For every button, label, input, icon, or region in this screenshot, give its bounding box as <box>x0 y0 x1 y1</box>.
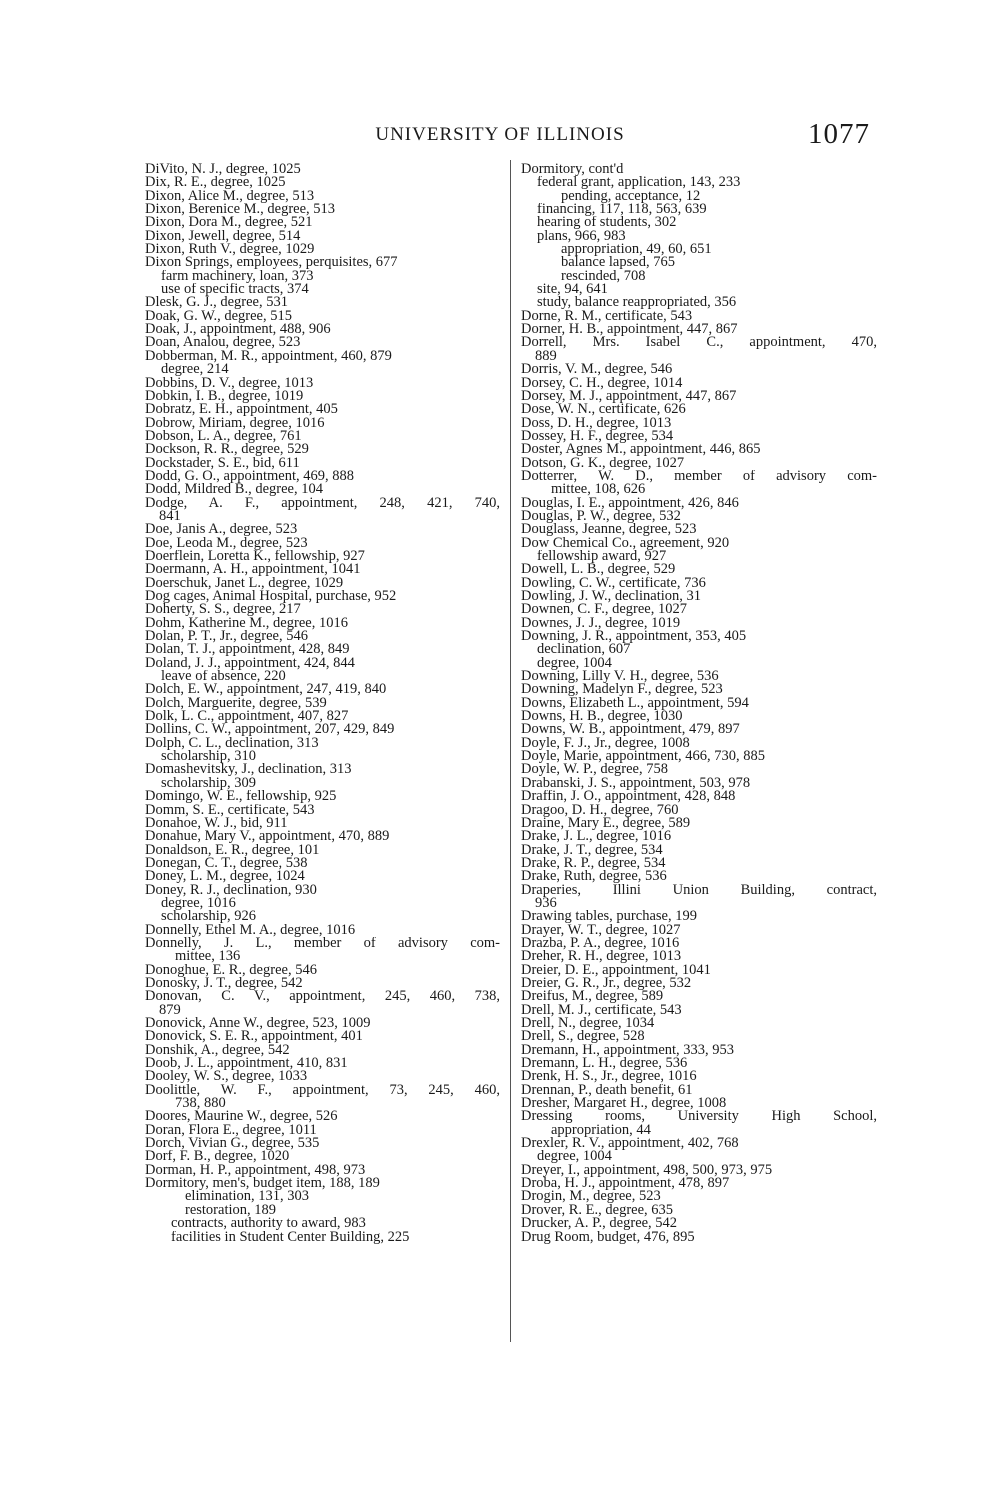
index-subentry: degree, 1004 <box>537 1150 612 1164</box>
index-entry: Doerflein, Loretta K., fellowship, 927 <box>145 549 365 564</box>
index-entry: Dolch, Marguerite, degree, 539 <box>145 696 327 711</box>
index-entry: Donosky, J. T., degree, 542 <box>145 976 303 991</box>
index-entry: Donaldson, E. R., degree, 101 <box>145 843 320 857</box>
index-entry: Dremann, L. H., degree, 536 <box>521 1057 688 1071</box>
index-entry: Dodd, G. O., appointment, 469, 888 <box>145 469 355 484</box>
page-number: 1077 <box>808 118 870 150</box>
index-entry: Douglas, P. W., degree, 532 <box>521 509 681 524</box>
index-subentry: financing, 117, 118, 563, 639 <box>537 203 707 217</box>
index-entry: Dixon Springs, employees, perquisites, 677 <box>145 256 398 270</box>
index-entry: Doolittle, W. F., appointment, 73, 245, 460, <box>145 1083 500 1098</box>
index-entry: Drexler, R. V., appointment, 402, 768 <box>521 1137 739 1151</box>
index-entry: Draffin, J. O., appointment, 428, 848 <box>521 790 736 804</box>
index-entry: Dolan, T. J., appointment, 428, 849 <box>145 643 350 657</box>
running-header-title: UNIVERSITY OF ILLINOIS <box>375 124 625 145</box>
index-entry: Dorsey, C. H., degree, 1014 <box>521 376 683 390</box>
index-entry: Dorris, V. M., degree, 546 <box>521 363 673 377</box>
index-entry: Drogin, M., degree, 523 <box>521 1190 661 1204</box>
index-subentry: fellowship award, 927 <box>537 549 667 564</box>
index-entry: Dixon, Berenice M., degree, 513 <box>145 203 336 217</box>
index-subentry: contracts, authority to award, 983 <box>171 1217 366 1231</box>
index-entry: Doran, Flora E., degree, 1011 <box>145 1123 317 1138</box>
index-entry: Dotson, G. K., degree, 1027 <box>521 456 685 470</box>
index-entry: Dodge, A. F., appointment, 248, 421, 740, <box>145 496 500 510</box>
index-entry: Drenk, H. S., Jr., degree, 1016 <box>521 1070 697 1084</box>
index-entry: Drake, Ruth, degree, 536 <box>521 870 667 884</box>
index-entry: Dobberman, M. R., appointment, 460, 879 <box>145 349 392 364</box>
index-entry: Dolk, L. C., appointment, 407, 827 <box>145 710 349 724</box>
index-entry: Dixon, Dora M., degree, 521 <box>145 216 313 230</box>
index-entry: Downing, Madelyn F., degree, 523 <box>521 683 723 697</box>
index-entry: Dorsey, M. J., appointment, 447, 867 <box>521 389 737 404</box>
index-entry: Doak, J., appointment, 488, 906 <box>145 323 331 337</box>
index-entry: Dremann, H., appointment, 333, 953 <box>521 1043 735 1058</box>
index-entry: Donovick, S. E. R., appointment, 401 <box>145 1030 363 1044</box>
index-subentry: mittee, 136 <box>175 950 241 964</box>
index-entry: Douglas, I. E., appointment, 426, 846 <box>521 496 739 510</box>
index-entry: Doster, Agnes M., appointment, 446, 865 <box>521 443 761 457</box>
index-subentry: facilities in Student Center Building, 225 <box>171 1230 410 1244</box>
index-entry: Dobbins, D. V., degree, 1013 <box>145 376 314 390</box>
index-entry: DiVito, N. J., degree, 1025 <box>145 163 301 177</box>
index-entry: Dorrell, Mrs. Isabel C., appointment, 470, <box>521 336 877 350</box>
index-subentry: scholarship, 310 <box>161 750 257 764</box>
index-entry: Dreifus, M., degree, 589 <box>521 990 664 1004</box>
index-entry: Dobkin, I. B., degree, 1019 <box>145 389 304 404</box>
right-index-column <box>521 163 877 1244</box>
index-subentry: 889 <box>535 349 557 364</box>
index-entry: Dorner, H. B., appointment, 447, 867 <box>521 323 738 337</box>
index-entry: Dix, R. E., degree, 1025 <box>145 176 286 190</box>
index-entry: Doores, Maurine W., degree, 526 <box>145 1110 338 1124</box>
index-entry: Dormitory, cont'd <box>521 163 624 177</box>
index-entry: Doney, L. M., degree, 1024 <box>145 870 305 884</box>
index-entry: Doland, J. J., appointment, 424, 844 <box>145 656 355 671</box>
index-subentry: scholarship, 309 <box>161 776 257 791</box>
column-divider <box>510 160 511 1342</box>
index-entry: Dollins, C. W., appointment, 207, 429, 849 <box>145 723 395 737</box>
index-subentry: elimination, 131, 303 <box>185 1190 310 1204</box>
index-entry: Dixon, Ruth V., degree, 1029 <box>145 243 315 257</box>
index-entry: Dormitory, men's, budget item, 188, 189 <box>145 1177 380 1191</box>
index-entry: Dossey, H. F., degree, 534 <box>521 429 674 444</box>
index-entry: Drennan, P., death benefit, 61 <box>521 1083 693 1098</box>
index-entry: Drake, R. P., degree, 534 <box>521 856 666 871</box>
index-subentry: appropriation, 49, 60, 651 <box>561 243 712 257</box>
index-entry: Donovan, C. V., appointment, 245, 460, 738, <box>145 990 500 1004</box>
index-entry: Donovick, Anne W., degree, 523, 1009 <box>145 1017 371 1031</box>
index-entry: Doyle, Marie, appointment, 466, 730, 885 <box>521 750 766 764</box>
index-entry: Doe, Janis A., degree, 523 <box>145 523 298 537</box>
index-entry: Donahue, Mary V., appointment, 470, 889 <box>145 830 390 844</box>
index-entry: Dohm, Katherine M., degree, 1016 <box>145 616 348 631</box>
index-subentry: plans, 966, 983 <box>537 229 626 244</box>
index-entry: Drug Room, budget, 476, 895 <box>521 1230 695 1244</box>
index-entry: Doan, Analou, degree, 523 <box>145 336 301 350</box>
index-entry: Doe, Leoda M., degree, 523 <box>145 536 308 550</box>
index-entry: Downs, W. B., appointment, 479, 897 <box>521 723 740 737</box>
index-entry: Dooley, W. S., degree, 1033 <box>145 1070 308 1084</box>
index-entry: Doyle, W. P., degree, 758 <box>521 763 668 777</box>
index-subentry: declination, 607 <box>537 643 631 657</box>
index-subentry: restoration, 189 <box>185 1203 277 1218</box>
index-entry: Dixon, Jewell, degree, 514 <box>145 229 301 244</box>
index-subentry: mittee, 108, 626 <box>551 483 646 497</box>
index-subentry: 738, 880 <box>175 1097 226 1111</box>
index-entry: Dolph, C. L., declination, 313 <box>145 736 319 751</box>
index-entry: Draine, Mary E., degree, 589 <box>521 816 691 831</box>
index-entry: Downs, Elizabeth L., appointment, 594 <box>521 696 749 711</box>
index-subentry: 841 <box>159 509 181 524</box>
index-subentry: study, balance reappropriated, 356 <box>537 296 737 310</box>
index-entry: Downen, C. F., degree, 1027 <box>521 603 687 617</box>
index-subentry: degree, 1004 <box>537 656 612 671</box>
index-subentry: 936 <box>535 896 557 911</box>
index-entry: Domashevitsky, J., declination, 313 <box>145 763 352 777</box>
index-entry: Dodd, Mildred B., degree, 104 <box>145 483 323 497</box>
index-subentry: degree, 1016 <box>161 896 236 911</box>
index-entry: Dragoo, D. H., degree, 760 <box>521 803 679 817</box>
index-subentry: farm machinery, loan, 373 <box>161 269 314 284</box>
index-entry: Doyle, F. J., Jr., degree, 1008 <box>521 736 690 751</box>
index-entry: Dreyer, I., appointment, 498, 500, 973, 975 <box>521 1163 773 1178</box>
index-entry: Dobson, L. A., degree, 761 <box>145 429 302 444</box>
index-entry: Drabanski, J. S., appointment, 503, 978 <box>521 776 751 791</box>
index-entry: Downes, J. J., degree, 1019 <box>521 616 681 631</box>
index-entry: Dlesk, G. J., degree, 531 <box>145 296 288 310</box>
index-subentry: rescinded, 708 <box>561 269 646 284</box>
index-entry: Doak, G. W., degree, 515 <box>145 309 292 324</box>
index-entry: Droba, H. J., appointment, 478, 897 <box>521 1177 730 1191</box>
index-entry: Dowell, L. B., degree, 529 <box>521 563 676 577</box>
index-entry: Doss, D. H., degree, 1013 <box>521 416 672 430</box>
index-subentry: site, 94, 641 <box>537 283 608 297</box>
index-subentry: hearing of students, 302 <box>537 216 677 230</box>
index-entry: Dorch, Vivian G., degree, 535 <box>145 1137 320 1151</box>
index-entry: Doherty, S. S., degree, 217 <box>145 603 301 617</box>
index-entry: Dreher, R. H., degree, 1013 <box>521 950 682 964</box>
index-entry: Drell, S., degree, 528 <box>521 1030 645 1044</box>
index-entry: Drake, J. L., degree, 1016 <box>521 830 672 844</box>
index-entry: Dorne, R. M., certificate, 543 <box>521 309 693 324</box>
index-entry: Dowling, J. W., declination, 31 <box>521 590 702 604</box>
index-entry: Doob, J. L., appointment, 410, 831 <box>145 1057 348 1071</box>
index-entry: Donahoe, W. J., bid, 911 <box>145 816 288 831</box>
left-index-column <box>145 163 500 1244</box>
index-entry: Drucker, A. P., degree, 542 <box>521 1217 678 1231</box>
index-entry: Downs, H. B., degree, 1030 <box>521 710 683 724</box>
index-subentry: balance lapsed, 765 <box>561 256 675 270</box>
index-entry: Donnelly, J. L., member of advisory com- <box>145 936 500 951</box>
index-entry: Donegan, C. T., degree, 538 <box>145 856 308 871</box>
index-entry: Dow Chemical Co., agreement, 920 <box>521 536 730 550</box>
index-entry: Dreier, G. R., Jr., degree, 532 <box>521 976 692 991</box>
index-entry: Domingo, W. E., fellowship, 925 <box>145 790 337 804</box>
index-entry: Douglass, Jeanne, degree, 523 <box>521 523 697 537</box>
index-entry: Downing, J. R., appointment, 353, 405 <box>521 630 747 644</box>
index-entry: Draperies, Illini Union Building, contract, <box>521 883 877 897</box>
index-subentry: appropriation, 44 <box>551 1123 651 1138</box>
index-entry: Dolch, E. W., appointment, 247, 419, 840 <box>145 683 387 697</box>
index-entry: Dobrow, Miriam, degree, 1016 <box>145 416 325 430</box>
index-subentry: use of specific tracts, 374 <box>161 283 309 297</box>
index-subentry: degree, 214 <box>161 363 229 377</box>
index-entry: Dressing rooms, University High School, <box>521 1110 877 1124</box>
index-subentry: pending, acceptance, 12 <box>561 189 701 204</box>
index-subentry: 879 <box>159 1003 181 1017</box>
index-entry: Doerschuk, Janet L., degree, 1029 <box>145 576 344 590</box>
index-entry: Drake, J. T., degree, 534 <box>521 843 663 857</box>
index-entry: Dockstader, S. E., bid, 611 <box>145 456 300 470</box>
index-entry: Dobratz, E. H., appointment, 405 <box>145 403 338 417</box>
index-entry: Domm, S. E., certificate, 543 <box>145 803 315 817</box>
index-entry: Dresher, Margaret H., degree, 1008 <box>521 1097 727 1111</box>
index-entry: Drover, R. E., degree, 635 <box>521 1203 674 1218</box>
index-entry: Dixon, Alice M., degree, 513 <box>145 189 315 204</box>
index-entry: Doermann, A. H., appointment, 1041 <box>145 563 361 577</box>
index-entry: Dotterrer, W. D., member of advisory com- <box>521 469 877 484</box>
index-entry: Donnelly, Ethel M. A., degree, 1016 <box>145 923 356 937</box>
index-subentry: leave of absence, 220 <box>161 670 286 684</box>
index-entry: Drayer, W. T., degree, 1027 <box>521 923 681 937</box>
index-entry: Dose, W. N., certificate, 626 <box>521 403 686 417</box>
index-subentry: scholarship, 926 <box>161 910 257 924</box>
index-entry: Donoghue, E. R., degree, 546 <box>145 963 317 977</box>
index-entry: Dockson, R. R., degree, 529 <box>145 443 309 457</box>
index-entry: Doney, R. J., declination, 930 <box>145 883 317 897</box>
index-entry: Drazba, P. A., degree, 1016 <box>521 936 680 951</box>
index-entry: Dorman, H. P., appointment, 498, 973 <box>145 1163 366 1178</box>
index-entry: Drawing tables, purchase, 199 <box>521 910 697 924</box>
index-entry: Dog cages, Animal Hospital, purchase, 952 <box>145 590 397 604</box>
index-entry: Dreier, D. E., appointment, 1041 <box>521 963 711 977</box>
index-entry: Drell, M. J., certificate, 543 <box>521 1003 682 1017</box>
index-entry: Drell, N., degree, 1034 <box>521 1017 655 1031</box>
index-entry: Dorf, F. B., degree, 1020 <box>145 1150 290 1164</box>
index-entry: Downing, Lilly V. H., degree, 536 <box>521 670 719 684</box>
index-entry: Donshik, A., degree, 542 <box>145 1043 290 1058</box>
index-subentry: federal grant, application, 143, 233 <box>537 176 741 190</box>
index-entry: Dolan, P. T., Jr., degree, 546 <box>145 630 308 644</box>
index-entry: Dowling, C. W., certificate, 736 <box>521 576 706 590</box>
